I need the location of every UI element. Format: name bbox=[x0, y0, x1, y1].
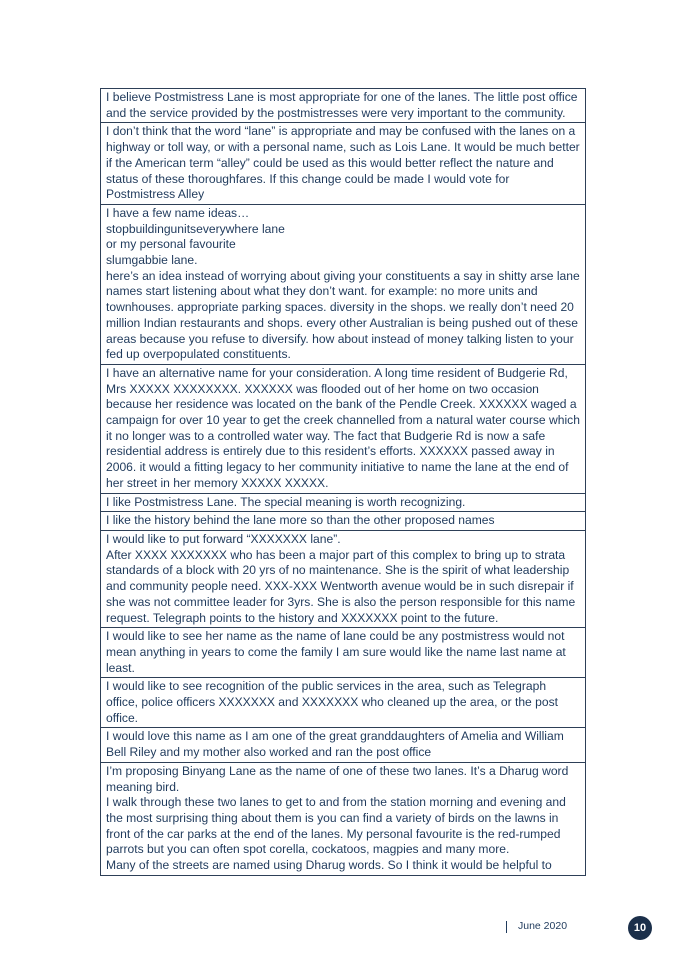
response-text: I walk through these two lanes to get to and from the station morning and evening and the most surprising thing about them is you can find a variety of birds on the lawns in front of the car parks at the end of the lanes. My personal favourite is the red-rumped parrots but you can often spot corella, cockatoos, magpies and many more. bbox=[106, 795, 566, 857]
table-row bbox=[101, 728, 586, 762]
response-text: After XXXX XXXXXXX who has been a major part of this complex to bring up to strata standards of a block with 20 yrs of no maintenance. She is the spirit of what leadership and community people need. XXX-XXX Wentworth avenue would be in such disrepair if she was not committee leader for 3yrs. She is also the person responsible for this name request. Telegraph points to the history and XXXXXXX point to the future. bbox=[106, 547, 576, 625]
response-text: Many of the streets are named using Dharug words. So I think it would be helpful to bbox=[106, 858, 552, 873]
responses-table bbox=[100, 88, 586, 876]
table-row bbox=[101, 123, 586, 205]
response-cell bbox=[101, 364, 586, 493]
response-text: I like the history behind the lane more so than the other proposed names bbox=[106, 513, 495, 528]
table-row bbox=[101, 678, 586, 728]
table-row bbox=[101, 204, 586, 364]
response-text: I don’t think that the word “lane” is appropriate and may be confused with the lanes on a highway or toll way, or with a personal name, such as Lois Lane. It would be much better if the American term “alley” could be used as this would better reflect the nature and status of these thoroughfares. If this change could be made I would vote for Postmistress Alley bbox=[106, 124, 580, 202]
table-row bbox=[101, 530, 586, 627]
response-cell bbox=[101, 628, 586, 678]
table-row bbox=[101, 493, 586, 512]
page-number-badge: 10 bbox=[628, 916, 652, 940]
response-text: I have an alternative name for your consideration. A long time resident of Budgerie Rd, Mrs XXXXX XXXXXXXX. XXXXXX was flooded out of her home on two occasion because her residence was located on the bank of the Pendle Creek. XXXXXX waged a campaign for over 10 year to get the creek channelled from a natural water course which it no longer was to a controlled water way. The fact that Budgerie Rd is now a safe residential address is entirely due to this resident’s efforts. XXXXXX passed away in 2006. it would a fitting legacy to her community initiative to name the lane at the end of her street in her memory XXXXX XXXXX. bbox=[106, 365, 580, 490]
response-text: I would like to see her name as the name of lane could be any postmistress would not mean anything in years to come the family I am sure would like the name last name at least. bbox=[106, 629, 566, 675]
table-row bbox=[101, 364, 586, 493]
response-text: I would like to see recognition of the public services in the area, such as Telegraph office, police officers XXXXXXX and XXXXXXX who cleaned up the area, or the post office. bbox=[106, 679, 558, 725]
table-row bbox=[101, 512, 586, 531]
response-cell bbox=[101, 512, 586, 531]
footer-separator bbox=[506, 921, 507, 933]
response-cell bbox=[101, 123, 586, 205]
response-cell bbox=[101, 728, 586, 762]
responses-body bbox=[101, 89, 586, 876]
response-cell bbox=[101, 762, 586, 875]
response-text: slumgabbie lane. bbox=[106, 253, 198, 268]
response-text: or my personal favourite bbox=[106, 237, 236, 252]
table-row bbox=[101, 762, 586, 875]
response-cell bbox=[101, 678, 586, 728]
response-cell bbox=[101, 530, 586, 627]
footer-date: June 2020 bbox=[518, 920, 568, 932]
response-cell bbox=[101, 89, 586, 123]
response-text: here’s an idea instead of worrying about giving your constituents a say in shitty arse lane names start listening about what they don’t want. for example: no more units and townhouses. appropriate parking spaces. diversity in the shops. we really don’t need 20 million Indian restaurants and shops. every other Australian is being pushed out of these areas because you refuse to diversify. how about instead of money talking listen to your fed up overpopulated constituents. bbox=[106, 268, 580, 362]
table-row bbox=[101, 89, 586, 123]
response-text: I believe Postmistress Lane is most appropriate for one of the lanes. The little post office and the service provided by the postmistresses were very important to the community. bbox=[106, 90, 578, 120]
response-text: I like Postmistress Lane. The special meaning is worth recognizing. bbox=[106, 494, 466, 509]
response-text: I would like to put forward “XXXXXXX lane”. bbox=[106, 531, 341, 546]
response-text: I have a few name ideas… bbox=[106, 205, 250, 220]
response-text: stopbuildingunitseverywhere lane bbox=[106, 221, 285, 236]
response-text: I would love this name as I am one of the great granddaughters of Amelia and William Bell Riley and my mother also worked and ran the post office bbox=[106, 729, 564, 760]
response-cell bbox=[101, 204, 586, 364]
response-cell bbox=[101, 493, 586, 512]
table-row bbox=[101, 628, 586, 678]
response-text: I’m proposing Binyang Lane as the name of one of these two lanes. It’s a Dharug word meaning bird. bbox=[106, 763, 569, 794]
